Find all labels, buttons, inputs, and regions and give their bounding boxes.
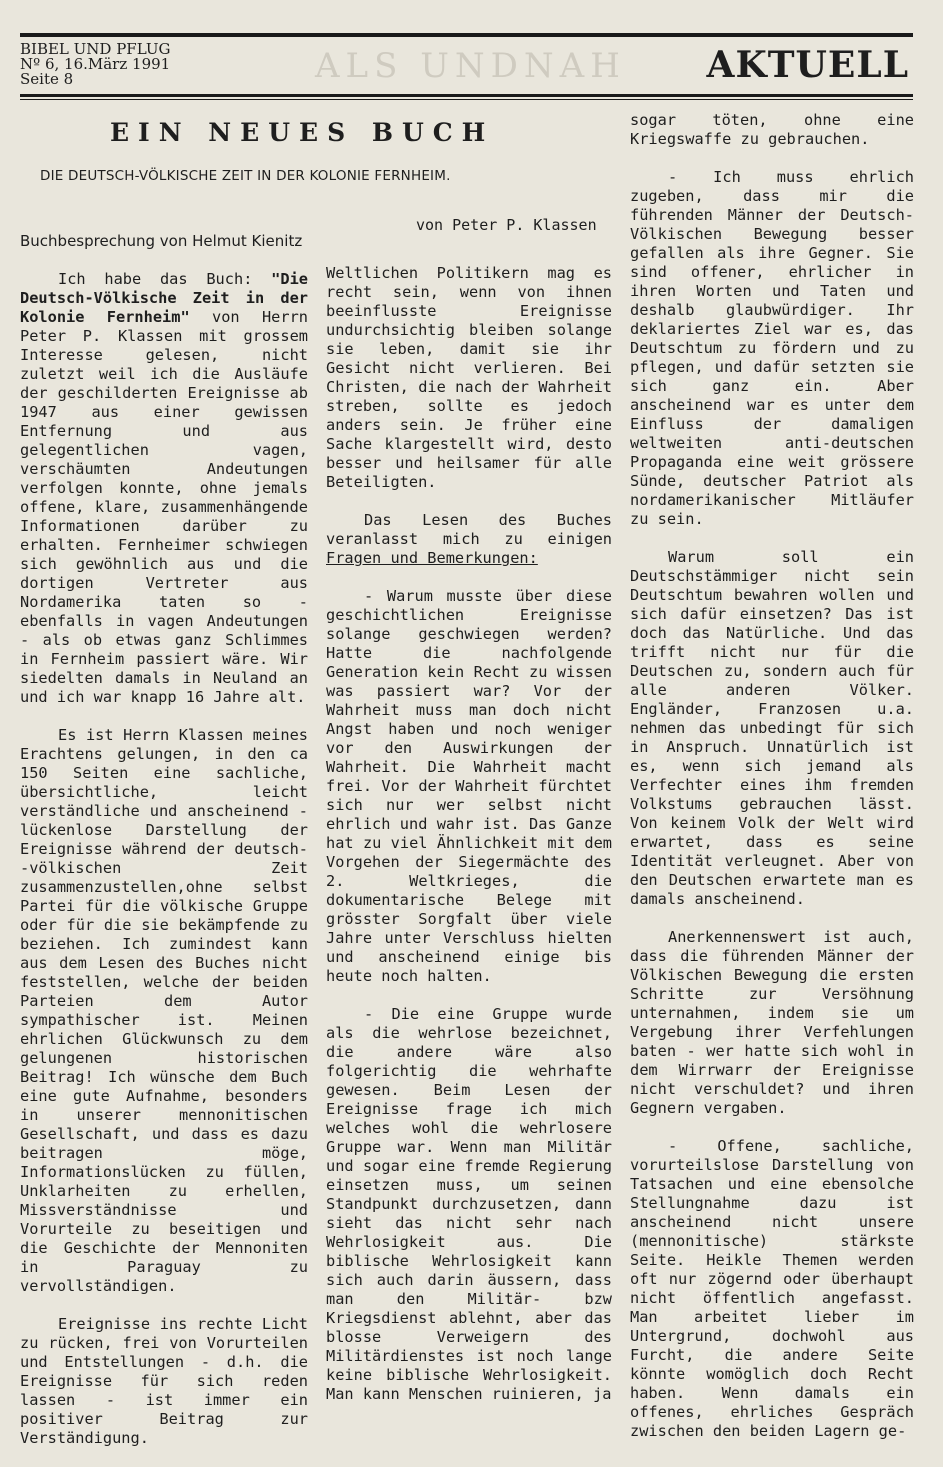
column-3: [630, 111, 914, 1460]
text-run: Das Lesen des Buches veranlasst mich zu einigen: [326, 511, 612, 548]
paragraph: - Ich muss ehrlich zugeben, dass mir die führenden Männer der Deutsch-Völkischen Bewegung besser gefallen als ihre Gegner. Sie sind offener, ehrlicher in ihren Worten und Taten und deshalb glaubwürdiger. Ihr deklariertes Ziel war es, das Deutschtum zu fördern und zu pflegen, und dafür setzten sie sich ganz ein. Aber anscheinend war es unter dem Einfluss der damaligen weltweiten anti-deutschen Propaganda eine weit grössere Sünde, deutscher Patriot als nordamerikanischer Mitläufer zu sein.: [630, 168, 914, 528]
article-subtitle: DIE DEUTSCH-VÖLKISCHE ZEIT IN DER KOLONIE FERNHEIM.: [40, 168, 451, 184]
column-2: [326, 264, 612, 1423]
paragraph: Ereignisse ins rechte Licht zu rücken, frei von Vorurteilen und Entstellungen - d.h. die Ereignisse für sich reden lassen - ist immer ein positiver Beitrag zur Verständigung.: [20, 1315, 308, 1447]
paragraph: - Die eine Gruppe wurde als die wehrlose bezeichnet, die andere wäre also folgerichtig die wehrhafte gewesen. Beim Lesen der Ereignisse frage ich mich welches wohl die wehrlosere Gruppe war. Wenn man Militär und sogar eine fremde Regierung einsetzen muss, um seinen Standpunkt durchzusetzen, dann sieht das nicht sehr nach Wehrlosigkeit aus. Die biblische Wehrlosigkeit kann sich auch darin äussern, dass man den Militär- bzw Kriegsdienst ablehnt, aber das blosse Verweigern des Militärdienstes ist noch lange keine biblische Wehrlosigkeit. Man kann Menschen ruinieren, ja: [326, 1005, 612, 1403]
header-rule-thin: [20, 99, 913, 100]
publication-name: BIBEL UND PFLUG: [20, 40, 171, 58]
masthead: [20, 42, 170, 87]
paragraph: - Warum musste über diese geschichtlichen Ereignisse solange geschwiegen werden? Hatte die nachfolgende Generation kein Recht zu wissen was passiert war? Vor der Wahrheit muss man doch nicht Angst haben und noch weniger vor den Auswirkungen der Wahrheit. Die Wahrheit macht frei. Vor der Wahrheit fürchtet sich nur wer selbst nicht ehrlich und wahr ist. Das Ganze hat zu viel Ähnlichkeit mit dem Vorgehen der Siegermächte des 2. Weltkrieges, die dokumentarische Belege mit grösster Sorgfalt über viele Jahre unter Verschluss hielten und anscheinend einige bis heute noch halten.: [326, 587, 612, 985]
paragraph: Weltlichen Politikern mag es recht sein, wenn von ihnen beeinflusste Ereignisse undurchsichtig bleiben solange sie leben, damit sie ihr Gesicht nicht verlieren. Bei Christen, die nach der Wahrheit streben, sollte es jedoch anders sein. Je früher eine Sache klargestellt wird, desto besser und heilsamer für alle Beteiligten.: [326, 264, 612, 491]
top-rule: [20, 33, 913, 37]
text-run: Ich habe das Buch:: [58, 270, 272, 288]
issue-info: Nº 6, 16.März 1991: [20, 55, 171, 73]
section-title: AKTUELL: [706, 44, 909, 86]
paragraph: Es ist Herrn Klassen meines Erachtens gelungen, in den ca 150 Seiten eine sachliche, übersichtliche, leicht verständliche und anscheinend - lückenlose Darstellung der Ereignisse während der deutsch--völkischen Zeit zusammenzustellen,ohne selbst Partei für die völkische Gruppe oder für die sie bekämpfende zu beziehen. Ich zumindest kann aus dem Lesen des Buches nicht feststellen, welche der beiden Parteien dem Autor sympathischer ist. Meinen ehrlichen Glückwunsch zu dem gelungenen historischen Beitrag! Ich wünsche dem Buch eine gute Aufnahme, besonders in unserer mennonitischen Gesellschaft, und dass es dazu beitragen möge, Informationslücken zu füllen, Unklarheiten zu erhellen, Missverständnisse und Vorurteile zu beseitigen und die Geschichte der Mennoniten in Paraguay zu vervollständigen.: [20, 726, 308, 1295]
page-number: Seite 8: [20, 70, 74, 88]
header-rule: [20, 94, 913, 97]
paragraph: Warum soll ein Deutschstämmiger nicht sein Deutschtum bewahren wollen und sich dafür einsetzen? Das ist doch das Natürliche. Und das trifft nicht nur für die Deutschen zu, sondern auch für alle anderen Völker. Engländer, Franzosen u.a. nehmen das unbedingt für sich in Anspruch. Unnatürlich ist es, wenn sich jemand als Verfechter eines ihm fremden Volkstums gebrauchen lässt. Von keinem Volk der Welt wird erwartet, dass es seine Identität verleugnet. Aber von den Deutschen erwartete man es damals anscheinend.: [630, 548, 914, 908]
article-title: EIN NEUES BUCH: [110, 118, 495, 147]
paragraph: sogar töten, ohne eine Kriegswaffe zu gebrauchen.: [630, 111, 914, 148]
underlined-text: Fragen und Bemerkungen:: [326, 549, 538, 567]
text-run: von Herrn Peter P. Klassen mit grossem Interesse gelesen, nicht zuletzt weil ich die Ausläufe der geschilderten Ereignisse ab 1947 aus einer gewissen Entfernung und aus gelegentlichen vagen, verschäumten Andeutungen verfolgen konnte, ohne jemals offene, klare, zusammenhängende Informationen darüber zu erhalten. Fernheimer schwiegen sich gewöhnlich aus und die dortigen Vertreter aus Nordamerika taten so - ebenfalls in vagen Andeutungen - als ob etwas ganz Schlimmes in Fernheim passiert wäre. Wir siedelten damals in Neuland an und ich war knapp 16 Jahre alt.: [20, 308, 308, 706]
paragraph: - Offene, sachliche, vorurteilslose Darstellung von Tatsachen und eine ebensolche Stellungnahme dazu ist anscheinend nicht unsere (mennonitische) stärkste Seite. Heikle Themen werden oft nur zögernd oder überhaupt nicht öffentlich angefasst. Man arbeitet lieber im Untergrund, dochwohl aus Furcht, die andere Seite könnte womöglich doch Recht haben. Wenn damals ein offenes, ehrliches Gespräch zwischen den beiden Lagern ge-: [630, 1137, 914, 1440]
paragraph: [20, 270, 308, 707]
paragraph: Anerkennenswert ist auch, dass die führenden Männer der Völkischen Bewegung die ersten Schritte zur Versöhnung unternahmen, indem sie um Vergebung ihrer Verfehlungen baten - wer hatte sich wohl in dem Wirrwarr der Ereignisse nicht verschuldet? und ihren Gegnern vergaben.: [630, 928, 914, 1117]
paragraph: [326, 511, 612, 568]
show-through-text: ALS UNDNAH: [315, 46, 626, 86]
book-title: "Die Deutsch-Völkische Zeit in der Kolonie Fernheim": [20, 270, 308, 326]
article-byline: von Peter P. Klassen: [416, 216, 597, 234]
review-author: Buchbesprechung von Helmut Kienitz: [20, 232, 303, 250]
column-1: [20, 270, 308, 1467]
